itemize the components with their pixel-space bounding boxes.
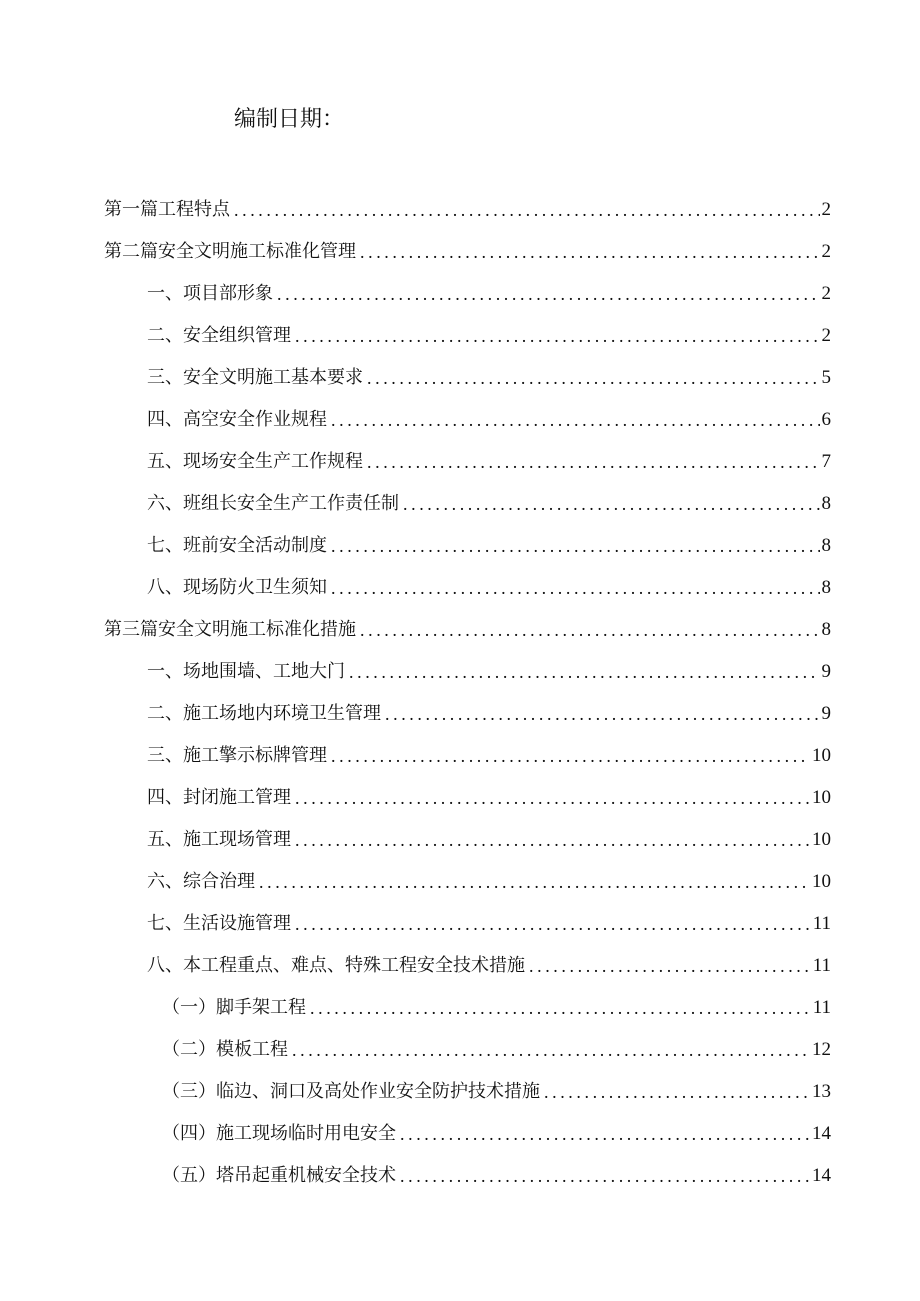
toc-entry-title: （二）模板工程 bbox=[162, 1039, 288, 1060]
toc-entry-title: 一、场地围墙、工地大门 bbox=[147, 661, 345, 682]
toc-entry[interactable] bbox=[104, 357, 831, 399]
toc-entry-title: 六、班组长安全生产工作责任制 bbox=[147, 493, 399, 514]
toc-dot-leader bbox=[367, 357, 820, 399]
toc-page-number: 10 bbox=[812, 787, 831, 808]
toc-entry-title: 四、高空安全作业规程 bbox=[147, 409, 327, 430]
toc-entry-title: 二、施工场地内环境卫生管理 bbox=[147, 703, 381, 724]
toc-dot-leader bbox=[310, 987, 811, 1029]
toc-entry[interactable] bbox=[104, 693, 831, 735]
toc-entry[interactable] bbox=[104, 1155, 831, 1197]
toc-entry[interactable] bbox=[104, 441, 831, 483]
toc-page-number: 11 bbox=[812, 997, 831, 1018]
toc-dot-leader bbox=[360, 231, 820, 273]
toc-page-number: 2 bbox=[821, 283, 831, 304]
toc-entry[interactable] bbox=[104, 315, 831, 357]
toc-dot-leader bbox=[367, 441, 820, 483]
toc-page-number: 12 bbox=[812, 1039, 831, 1060]
toc-entry-title: 六、综合治理 bbox=[147, 871, 255, 892]
toc-entry-title: 八、现场防火卫生须知 bbox=[147, 577, 327, 598]
toc-page-number: 10 bbox=[812, 745, 831, 766]
toc-page-number: 13 bbox=[812, 1081, 831, 1102]
toc-page-number: 14 bbox=[812, 1123, 831, 1144]
toc-entry-title: （五）塔吊起重机械安全技术 bbox=[162, 1165, 396, 1186]
toc-page-number: 11 bbox=[812, 913, 831, 934]
toc-dot-leader bbox=[234, 189, 820, 231]
toc-entry-title: 第一篇工程特点 bbox=[104, 199, 230, 220]
toc-page-number: 5 bbox=[821, 367, 831, 388]
toc-dot-leader bbox=[259, 861, 810, 903]
toc-entry-title: 第三篇安全文明施工标准化措施 bbox=[104, 619, 356, 640]
toc-entry-title: 五、施工现场管理 bbox=[147, 829, 291, 850]
toc-dot-leader bbox=[331, 525, 820, 567]
toc-entry-title: 五、现场安全生产工作规程 bbox=[147, 451, 363, 472]
toc-dot-leader bbox=[400, 1113, 810, 1155]
toc-entry-title: 二、安全组织管理 bbox=[147, 325, 291, 346]
toc-dot-leader bbox=[403, 483, 820, 525]
toc-page-number: 2 bbox=[821, 241, 831, 262]
toc-dot-leader bbox=[277, 273, 820, 315]
toc-dot-leader bbox=[331, 567, 820, 609]
toc-entry-title: 第二篇安全文明施工标准化管理 bbox=[104, 241, 356, 262]
toc-entry[interactable] bbox=[104, 1113, 831, 1155]
toc-dot-leader bbox=[331, 735, 810, 777]
toc-entry[interactable] bbox=[104, 735, 831, 777]
toc-page-number: 8 bbox=[821, 493, 831, 514]
toc-dot-leader bbox=[295, 903, 811, 945]
toc-entry-title: （四）施工现场临时用电安全 bbox=[162, 1123, 396, 1144]
toc-entry[interactable] bbox=[104, 525, 831, 567]
toc-dot-leader bbox=[295, 819, 810, 861]
toc-page-number: 9 bbox=[821, 661, 831, 682]
toc-dot-leader bbox=[385, 693, 820, 735]
toc-entry-title: 一、项目部形象 bbox=[147, 283, 273, 304]
toc-entry[interactable] bbox=[104, 987, 831, 1029]
compile-date-label: 编制日期： bbox=[234, 107, 345, 132]
toc-entry[interactable] bbox=[104, 483, 831, 525]
toc-dot-leader bbox=[349, 651, 820, 693]
toc-entry-title: （三）临边、洞口及高处作业安全防护技术措施 bbox=[162, 1081, 540, 1102]
toc-dot-leader bbox=[292, 1029, 810, 1071]
toc-dot-leader bbox=[295, 777, 810, 819]
toc-entry[interactable] bbox=[104, 651, 831, 693]
toc-entry-title: （一）脚手架工程 bbox=[162, 997, 306, 1018]
toc-entry[interactable] bbox=[104, 567, 831, 609]
toc-entry-title: 四、封闭施工管理 bbox=[147, 787, 291, 808]
toc-entry-title: 七、班前安全活动制度 bbox=[147, 535, 327, 556]
toc-page-number: 10 bbox=[812, 829, 831, 850]
toc-entry[interactable] bbox=[104, 903, 831, 945]
toc-dot-leader bbox=[400, 1155, 810, 1197]
toc-page-number: 8 bbox=[821, 577, 831, 598]
toc-entry[interactable] bbox=[104, 399, 831, 441]
table-of-contents bbox=[104, 189, 831, 1197]
toc-page-number: 10 bbox=[812, 871, 831, 892]
toc-page-number: 9 bbox=[821, 703, 831, 724]
toc-entry-title: 三、安全文明施工基本要求 bbox=[147, 367, 363, 388]
toc-entry[interactable] bbox=[104, 819, 831, 861]
toc-entry[interactable] bbox=[104, 273, 831, 315]
toc-page-number: 8 bbox=[821, 619, 831, 640]
toc-dot-leader bbox=[360, 609, 820, 651]
toc-entry[interactable] bbox=[104, 1029, 831, 1071]
toc-page-number: 14 bbox=[812, 1165, 831, 1186]
toc-entry[interactable] bbox=[104, 777, 831, 819]
toc-entry[interactable] bbox=[104, 231, 831, 273]
toc-dot-leader bbox=[544, 1071, 810, 1113]
toc-entry-title: 八、本工程重点、难点、特殊工程安全技术措施 bbox=[147, 955, 525, 976]
toc-entry[interactable] bbox=[104, 189, 831, 231]
toc-entry-title: 七、生活设施管理 bbox=[147, 913, 291, 934]
toc-entry[interactable] bbox=[104, 609, 831, 651]
toc-page-number: 6 bbox=[821, 409, 831, 430]
toc-page-number: 11 bbox=[812, 955, 831, 976]
toc-dot-leader bbox=[331, 399, 820, 441]
toc-dot-leader bbox=[295, 315, 820, 357]
toc-dot-leader bbox=[529, 945, 811, 987]
toc-entry[interactable] bbox=[104, 945, 831, 987]
toc-page-number: 2 bbox=[821, 325, 831, 346]
toc-entry-title: 三、施工擎示标牌管理 bbox=[147, 745, 327, 766]
toc-entry[interactable] bbox=[104, 1071, 831, 1113]
toc-entry[interactable] bbox=[104, 861, 831, 903]
toc-page-number: 8 bbox=[821, 535, 831, 556]
toc-page-number: 2 bbox=[821, 199, 831, 220]
toc-page-number: 7 bbox=[821, 451, 831, 472]
